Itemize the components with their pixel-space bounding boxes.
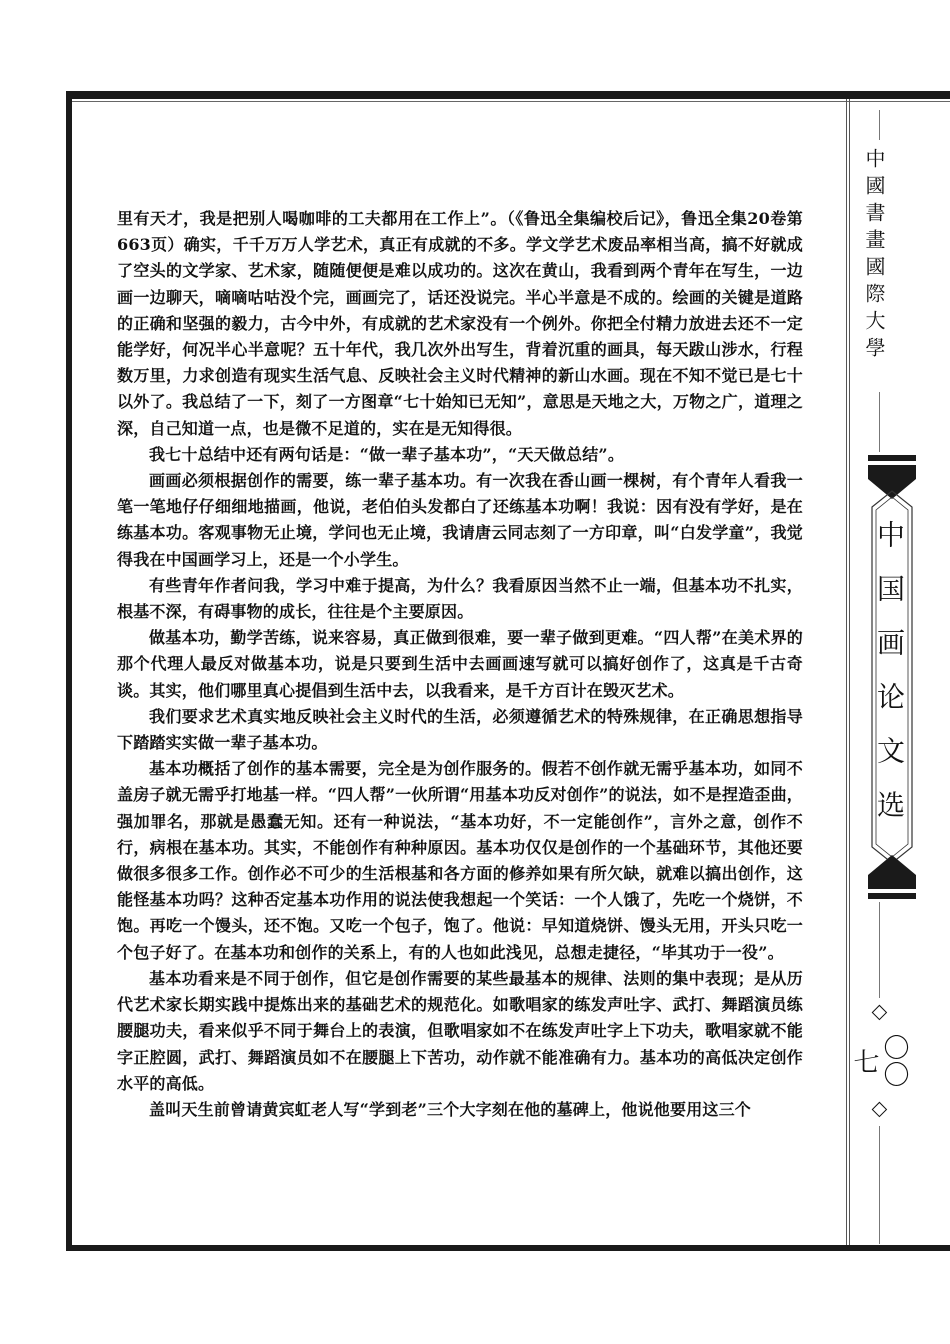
paragraph: 里有天才，我是把别人喝咖啡的工夫都用在工作上”。（《鲁迅全集编校后记》，鲁迅全集20卷第663页）确实，千千万万人学艺术，真正有成就的不多。学文学艺术废品率相当高，搞不好就成了空头的文学家、艺术家，随随便便是难以成功的。这次在黄山，我看到两个青年在写生，一边画一边聊天，嘀嘀咕咕没个完，画画完了，话还没说完。半心半意是不成的。绘画的关键是道路的正确和坚强的毅力，古今中外，有成就的艺术家没有一个例外。你把全付精力放进去还不一定能学好，何况半心半意呢？五十年代，我几次外出写生，背着沉重的画具，每天跋山涉水，行程数万里，力求创造有现实生活气息、反映社会主义时代精神的新山水画。现在不知不觉已是七十以外了。我总结了一下，刻了一方图章“七十始知已无知”，意思是天地之大，万物之广，道理之深，自己知道一点，也是微不足道的，实在是无知得很。 [117, 209, 803, 438]
paragraph: 做基本功，勤学苦练，说来容易，真正做到很难，要一辈子做到更难。“四人帮”在美术界的那个代理人最反对做基本功，说是只要到生活中去画画速写就可以搞好创作了，这真是千古奇谈。其实，他们哪里真心提倡到生活中去，以我看来，是千方百计在毁灭艺术。 [117, 628, 803, 700]
paragraph: 我七十总结中还有两句话是：“做一辈子基本功”，“天天做总结”。 [149, 444, 625, 464]
diamond-ornament-icon [871, 1102, 886, 1117]
paragraph: 画画必须根据创作的需要，练一辈子基本功。有一次我在香山画一棵树，有个青年人看我一笔一笔地仔仔细细地描画，他说，老伯伯头发都白了还练基本功啊！我说：因有没有学好，是在练基本功。客观事物无止境，学问也无止境，我请唐云同志刻了一方印章，叫“白发学童”，我觉得我在中国画学习上，还是一个小学生。 [117, 471, 803, 569]
paragraph: 基本功看来是不同于创作，但它是创作需要的某些最基本的规律、法则的集中表现；是从历代艺术家长期实践中提炼出来的基础艺术的规范化。如歌唱家的练发声吐字、武打、舞蹈演员练腰腿功夫，看来似乎不同于舞台上的表演，但歌唱家如不在练发声吐字上下功夫，歌唱家就不能字正腔圆，武打、舞蹈演员如不在腰腿上下苦功，动作就不能准确有力。基本功的高低决定创作水平的高低。 [117, 968, 803, 1093]
paragraph: 有些青年作者问我，学习中难于提高，为什么？我看原因当然不止一端，但基本功不扎实，根基不深，有碍事物的成长，往往是个主要原因。 [117, 575, 803, 622]
diamond-ornament-icon [871, 1005, 886, 1020]
sidebar-rule-upper [879, 392, 880, 452]
page-frame-top-border [66, 91, 950, 99]
sidebar-rule-top [879, 110, 880, 140]
page-number-block [849, 1003, 909, 1119]
sidebar-rule-lower [879, 902, 880, 998]
sidebar-divider-line [846, 99, 847, 1245]
sidebar-rule-bottom [879, 1126, 880, 1244]
paragraph: 基本功概括了创作的基本需要，完全是为创作服务的。假若不创作就无需乎基本功，如同不盖房子就无需乎打地基一样。“四人帮”一伙所谓“用基本功反对创作”的说法，如不是捏造歪曲，强加罪名，那就是愚蠢无知。还有一种说法，“基本功好，不一定能创作”，言外之意，创作不行，病根在基本功。其实，不能创作有种种原因。基本功仅仅是创作的一个基础环节，其他还要做很多很多工作。创作必不可少的生活根基和各方面的修养如果有所欠缺，就难以搞出创作，这能怪基本功吗？这种否定基本功作用的说法使我想起一个笑话：一个人饿了，先吃一个烧饼，不饱。再吃一个馒头，还不饱。又吃一个包子，饱了。他说：早知道烧饼、馒头无用，开头只吃一个包子好了。在基本功和创作的关系上，有的人也如此浅见，总想走捷径，“毕其功于一役”。 [117, 759, 803, 962]
page-frame-bottom-border [66, 1245, 950, 1251]
page-frame-left-border [66, 91, 72, 1251]
page-frame-top-inner-line [66, 101, 950, 102]
page-number: 〇〇七 [849, 1034, 909, 1088]
paragraph: 盖叫天生前曾请黄宾虹老人写“学到老”三个大字刻在他的墓碑上，他说他要用这三个 [149, 1099, 752, 1119]
book-title: 中国画论文选 [873, 520, 906, 844]
paragraph: 我们要求艺术真实地反映社会主义时代的生活，必须遵循艺术的特殊规律，在正确思想指导下踏踏实实做一辈子基本功。 [117, 706, 803, 753]
series-title: 中國書畫國際大學 [862, 148, 886, 364]
body-text [117, 206, 803, 1123]
